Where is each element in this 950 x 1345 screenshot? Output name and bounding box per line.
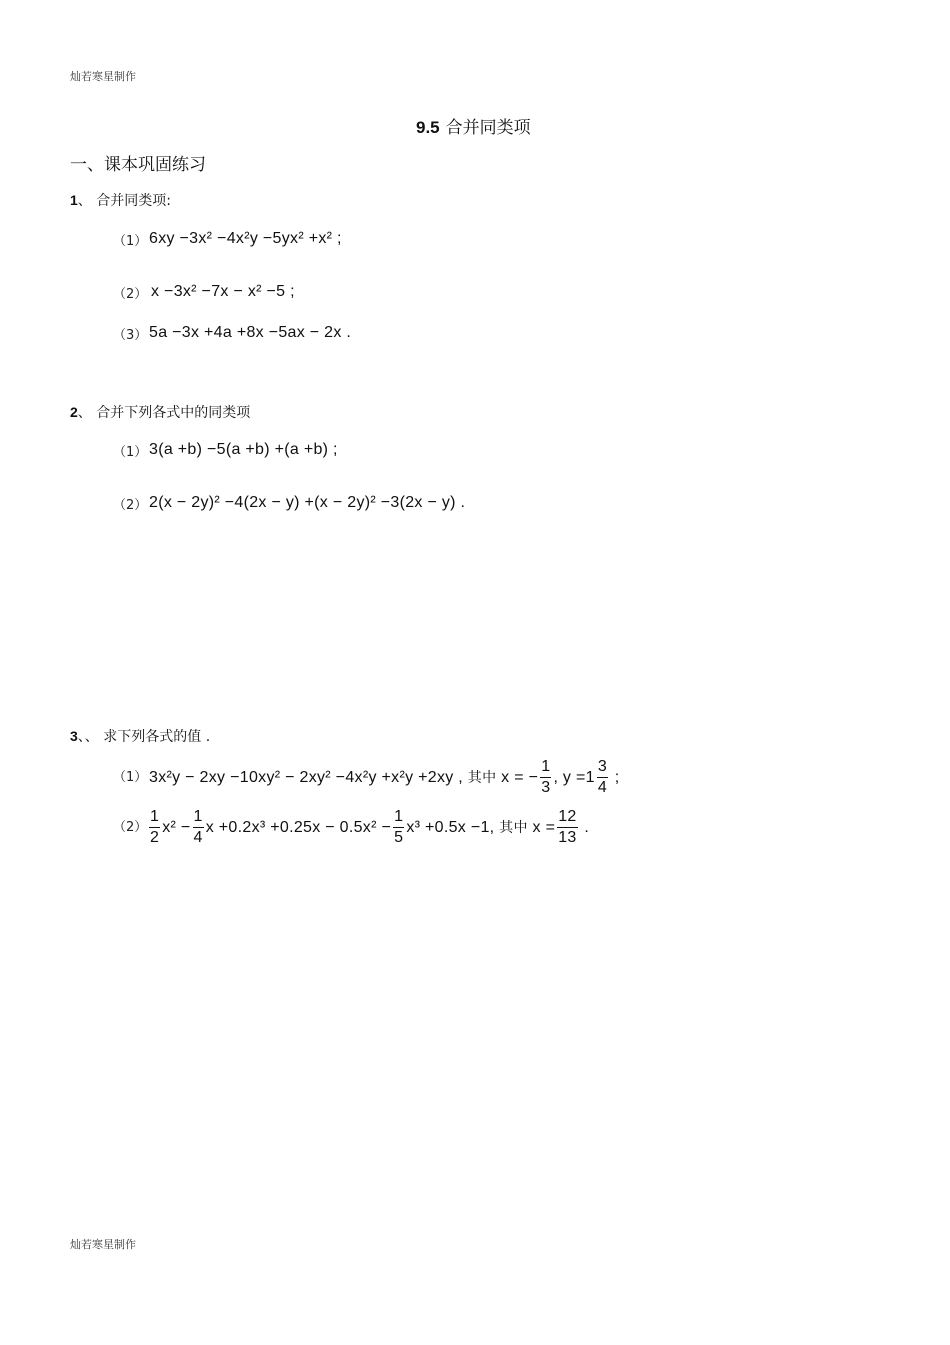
- fraction-numerator: 12: [557, 807, 577, 828]
- fraction-numerator: 1: [193, 807, 204, 828]
- fraction-denominator: 4: [193, 829, 203, 847]
- q3-item-2-part-2: x +0.2x³ +0.25x − 0.5x² −: [205, 819, 392, 836]
- footer-maker: 灿若寒星制作: [70, 1238, 136, 1251]
- question-2-heading: [70, 402, 250, 422]
- q3-item-2-part-1: x² −: [162, 819, 191, 836]
- q3-item-1: [113, 766, 147, 785]
- q2-item-1-expr: 3(a +b) −5(a +b) +(a +b) ;: [149, 441, 338, 458]
- q1-item-3-expr: 5a −3x +4a +8x −5ax − 2x .: [149, 324, 352, 341]
- q3-item-1-expr-row: [149, 756, 620, 800]
- q1-item-3-label: （3）: [113, 328, 148, 343]
- title-text: 合并同类项: [445, 118, 531, 138]
- q2-item-1-label: （1）: [113, 445, 148, 460]
- q1-item-1-label: （1）: [113, 234, 148, 249]
- q3-item-2-xvar: x =: [532, 819, 556, 836]
- question-1-sep: 、: [77, 193, 92, 209]
- page-title: [416, 113, 531, 138]
- q1-item-2-expr: x −3x² −7x − x² −5 ;: [151, 283, 295, 300]
- title-number: 9.5: [416, 118, 440, 137]
- q3-item-2-x-fraction: [557, 807, 577, 848]
- fraction-denominator: 2: [150, 829, 160, 847]
- q1-item-1-expr: 6xy −3x² −4x²y −5yx² +x² ;: [149, 230, 342, 247]
- question-2-number: 2: [70, 404, 78, 420]
- q3-item-2-expr-row: [147, 806, 589, 850]
- q3-item-1-end: ;: [610, 769, 620, 786]
- q1-item-1: [113, 230, 147, 249]
- q3-item-1-yvar: , y =1: [553, 769, 595, 786]
- fraction-numerator: 1: [149, 807, 160, 828]
- q3-item-2-end: .: [579, 819, 590, 836]
- question-3-heading: [70, 726, 210, 746]
- q2-item-2: [113, 494, 147, 513]
- question-1-text: 合并同类项:: [96, 193, 171, 209]
- q1-item-3: [113, 324, 147, 343]
- section-heading: 一、课本巩固练习: [70, 155, 206, 175]
- q3-item-2-part-3: x³ +0.5x −1,: [406, 819, 495, 836]
- fraction-denominator: 5: [394, 829, 404, 847]
- question-3-text: 求下列各式的值 .: [103, 729, 211, 745]
- fraction-denominator: 13: [558, 829, 577, 847]
- q3-item-2-fraction-3: [393, 807, 404, 848]
- question-3-sep: 、、: [77, 729, 99, 745]
- fraction-numerator: 1: [393, 807, 404, 828]
- q3-item-1-cond: 其中: [467, 770, 497, 786]
- q2-item-2-label: （2）: [113, 498, 148, 513]
- q2-item-1: [113, 441, 147, 460]
- question-2-text: 合并下列各式中的同类项: [96, 405, 251, 421]
- q3-item-1-x-fraction: [540, 757, 551, 798]
- fraction-numerator: 3: [597, 757, 608, 778]
- q3-item-2-fraction-1: [149, 807, 160, 848]
- question-1-heading: [70, 190, 171, 210]
- q3-item-1-y-fraction: [597, 757, 608, 798]
- q3-item-2-fraction-2: [193, 807, 204, 848]
- q1-item-2: [113, 283, 147, 302]
- fraction-numerator: 1: [540, 757, 551, 778]
- q1-item-2-label: （2）: [113, 287, 148, 302]
- q3-item-1-xvar: x = −: [501, 769, 539, 786]
- question-1-number: 1: [70, 192, 78, 208]
- q3-item-2: [113, 816, 147, 835]
- q3-item-2-label: （2）: [113, 820, 148, 835]
- question-2-sep: 、: [77, 405, 92, 421]
- q3-item-2-cond: 其中: [499, 820, 528, 836]
- fraction-denominator: 3: [541, 779, 551, 797]
- q3-item-1-expr: 3x²y − 2xy −10xy² − 2xy² −4x²y +x²y +2xy ,: [149, 769, 464, 786]
- header-maker: 灿若寒星制作: [70, 70, 136, 83]
- question-3-number: 3: [70, 728, 78, 744]
- q3-item-1-label: （1）: [113, 770, 148, 785]
- q2-item-2-expr: 2(x − 2y)² −4(2x − y) +(x − 2y)² −3(2x − y) .: [149, 494, 466, 511]
- fraction-denominator: 4: [597, 779, 608, 797]
